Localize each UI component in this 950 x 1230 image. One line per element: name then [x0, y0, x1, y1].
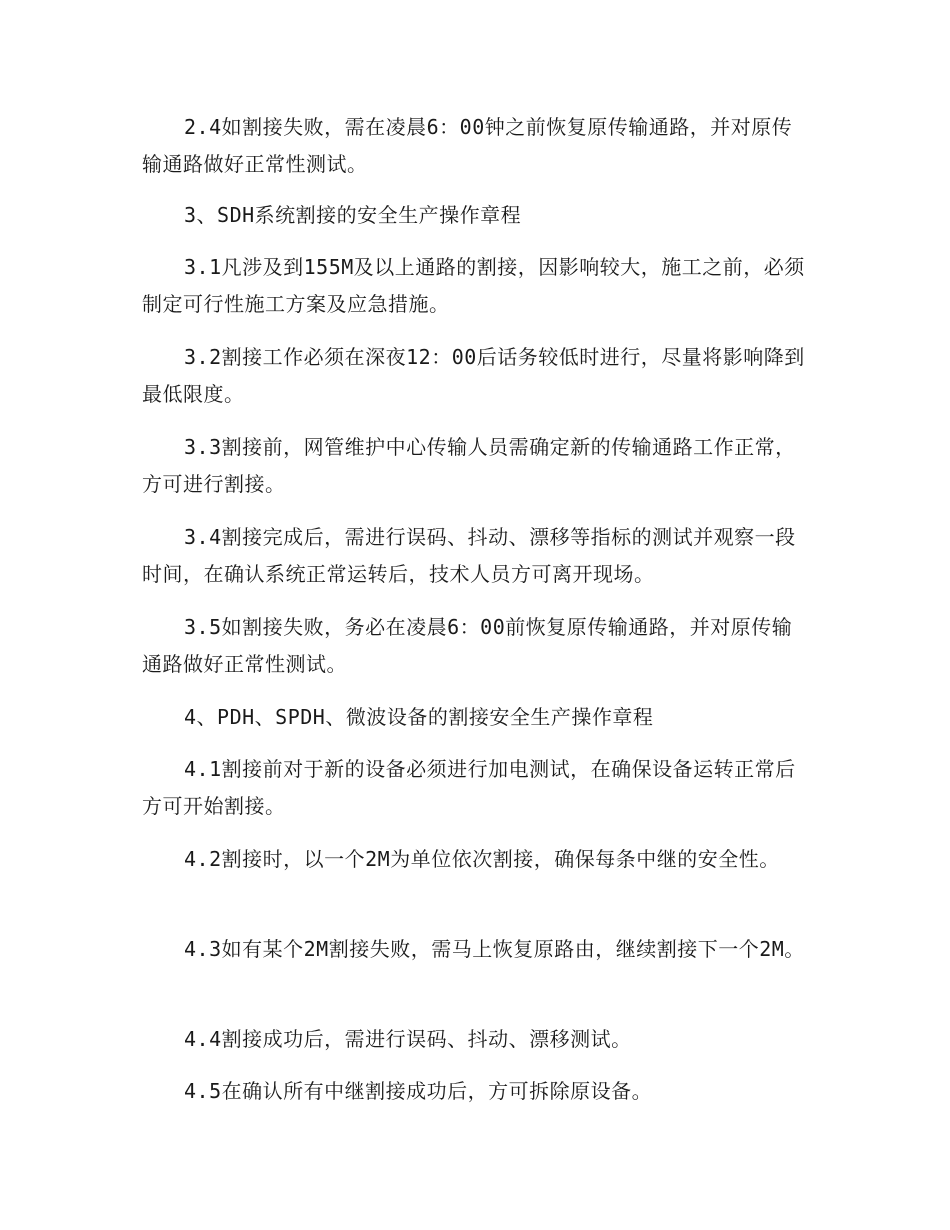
paragraph-2-4: 2.4如割接失败，需在凌晨6：00钟之前恢复原传输通路，并对原传输通路做好正常性测试。 — [142, 115, 793, 176]
paragraph-3-5: 3.5如割接失败，务必在凌晨6：00前恢复原传输通路，并对原传输通路做好正常性测试。 — [142, 615, 793, 676]
paragraph-4-4: 4.4割接成功后，需进行误码、抖动、漂移测试。 — [184, 1027, 632, 1051]
paragraph-3-1: 3.1凡涉及到155M及以上通路的割接，因影响较大，施工之前，必须制定可行性施工方案及应急措施。 — [142, 255, 805, 316]
heading-section-4: 4、PDH、SPDH、微波设备的割接安全生产操作章程 — [184, 705, 654, 729]
paragraph-3-3: 3.3割接前，网管维护中心传输人员需确定新的传输通路工作正常，方可进行割接。 — [142, 435, 796, 496]
paragraph-4-1: 4.1割接前对于新的设备必须进行加电测试，在确保设备运转正常后方可开始割接。 — [142, 757, 796, 818]
paragraph-4-5: 4.5在确认所有中继割接成功后，方可拆除原设备。 — [184, 1079, 653, 1103]
paragraph-4-2: 4.2割接时，以一个2M为单位依次割接，确保每条中继的安全性。 — [184, 847, 780, 871]
paragraph-4-3: 4.3如有某个2M割接失败，需马上恢复原路由，继续割接下一个2M。 — [184, 937, 805, 961]
heading-section-3: 3、SDH系统割接的安全生产操作章程 — [184, 203, 522, 227]
paragraph-3-2: 3.2割接工作必须在深夜12：00后话务较低时进行，尽量将影响降到最低限度。 — [142, 345, 805, 406]
paragraph-3-4: 3.4割接完成后，需进行误码、抖动、漂移等指标的测试并观察一段时间，在确认系统正常运转后，技术人员方可离开现场。 — [142, 525, 796, 586]
